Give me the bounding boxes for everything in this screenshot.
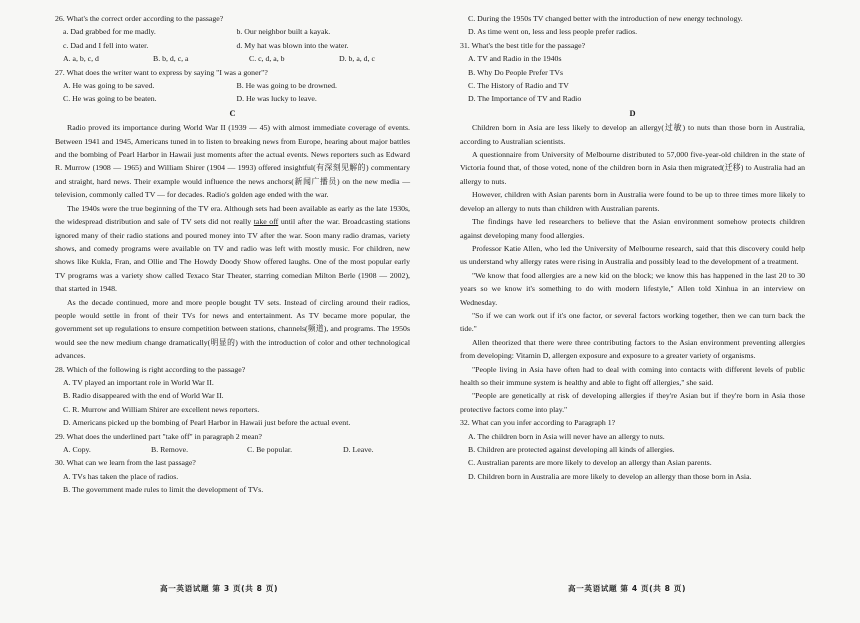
page-3-footer: 高一英语试题 第 3 页(共 8 页) — [160, 584, 279, 593]
page-4-footer: 高一英语试题 第 4 页(共 8 页) — [568, 584, 687, 593]
underlined-take-off: take off — [253, 217, 279, 227]
right-page-column — [460, 0, 805, 483]
question-28-stem: 28. Which of the following is right according to the passage? — [55, 364, 246, 374]
passage-d-paragraph-5: Professor Katie Allen, who led the University of Melbourne research, said that this discovery could help us understand why allergy rates were rising in Australia and possibly lead to the development of a treatment. — [460, 243, 805, 267]
q26-item-a: a. Dad grabbed for me madly. — [63, 27, 156, 37]
passage-d-paragraph-6: "We know that food allergies are a new kid on the block; we know this has happened in the last 20 to 30 years so we know it's something to do with modern lifestyle," Allen told Xinhua in an interview on Wednesday. — [460, 270, 805, 307]
passage-c-paragraph-1: Radio proved its importance during World War II (1939 — 45) with almost immediate coverage of events. Between 1941 and 1945, Americans tuned in to listen to breaking news from Europe, hearing about major battles and the bombing of Pearl Harbor in Hawaii just moments after the actual events. News reporters such as Edward R. Murrow (1908 — 1965) and William Shirer (1904 — 1993) offered insightful(有深刻见解的) commentary and straight, hard news. Their example would influence the news anchors(新闻广播员) on the new media — television, commonly called TV — for decades. Radio's golden age ended with the war. — [55, 123, 410, 200]
q32-option-b: B. Children are protected against developing all kinds of allergies. — [468, 445, 675, 454]
passage-d-paragraph-1: Children born in Asia are less likely to develop an allergy(过敏) to nuts than those born in Australia, according to Australian scientists. — [460, 123, 805, 146]
q32-option-d: D. Children born in Australia are more likely to develop an allergy than those born in Asia. — [468, 471, 752, 481]
passage-d-paragraph-4: The findings have led researchers to believe that the Asian environment somehow protects children against developing many food allergies. — [460, 217, 805, 240]
paragraph-2-text-before: The 1940s were the true beginning of the TV era. Although sets had been available as early as the late 1930s, the widespread distribution and sale of TV sets did not really — [55, 203, 410, 227]
passage-d-paragraph-8: Allen theorized that there were three contributing factors to the Asian environment preventing allergies from developing: Vitamin D, allergen exposure and exposure to a greater variety of organisms. — [460, 337, 805, 361]
q31-option-b: B. Why Do People Prefer TVs — [468, 67, 563, 77]
q32-option-a: A. The children born in Asia will never have an allergy to nuts. — [468, 431, 665, 441]
q27-option-d: D. He was lucky to leave. — [236, 94, 317, 104]
q29-option-c: C. Be popular. — [247, 445, 293, 454]
passage-d-paragraph-3: However, children with Asian parents born in Australia were found to be up to three times more likely to develop an allergy to nuts than children with Australian parents. — [460, 190, 805, 213]
left-page-column — [55, 0, 410, 497]
q26-option-c: C. c, d, a, b — [249, 54, 285, 64]
passage-c-paragraph-3: As the decade continued, more and more people bought TV sets. Instead of circling around their radios, people would settle in front of their TVs for news and entertainment. As TV became more popular, the government set up regulations to ensure competition between stations, channels(频道), and programs. The 1950s would see the new medium change dramatically(明显的) with the introduction of color and other technological advances. — [55, 297, 410, 361]
q30-option-b: B. The government made rules to limit the development of TVs. — [63, 485, 264, 495]
q26-option-d: D. b, a, d, c — [339, 54, 375, 64]
q27-option-a: A. He was going to be saved. — [63, 81, 155, 91]
q27-option-b: B. He was going to be drowned. — [236, 81, 337, 91]
passage-d-paragraph-9: "People living in Asia have often had to deal with coming into contacts with different levels of public health so their immune system is healthy and able to fight off allergies," she said. — [460, 364, 805, 387]
question-26-options — [55, 52, 410, 65]
passage-c-paragraph-2 — [55, 202, 410, 296]
q32-option-c: C. Australian parents are more likely to develop an allergy than Asian parents. — [468, 458, 712, 468]
q28-option-a: A. TV played an important role in World War II. — [63, 377, 214, 387]
passage-d-paragraph-10: "People are genetically at risk of developing allergies if they're Asian but if they're born in Asia those protective factors come into play." — [460, 391, 805, 414]
section-c-heading: C — [229, 108, 236, 118]
q31-option-d: D. The Importance of TV and Radio — [468, 94, 582, 104]
q29-option-a: A. Copy. — [63, 445, 91, 454]
question-29-stem: 29. What does the underlined part "take off" in paragraph 2 mean? — [55, 431, 262, 441]
question-32-stem: 32. What can you infer according to Paragraph 1? — [460, 418, 616, 428]
q29-option-d: D. Leave. — [343, 445, 374, 454]
section-d-heading: D — [629, 108, 636, 118]
q27-option-c: C. He was going to be beaten. — [63, 94, 157, 104]
question-31-stem: 31. What's the best title for the passage? — [460, 40, 586, 50]
q30-option-a: A. TVs has taken the place of radios. — [63, 471, 179, 481]
q26-item-c: c. Dad and I fell into water. — [63, 40, 149, 50]
q28-option-b: B. Radio disappeared with the end of World War II. — [63, 391, 224, 401]
q28-option-d: D. Americans picked up the bombing of Pearl Harbor in Hawaii just before the actual event. — [63, 418, 351, 428]
passage-d-paragraph-7: "So if we can work out if it's one factor, or several factors working together, then we can turn back the tide." — [460, 310, 805, 334]
question-26-stem: 26. What's the correct order according to the passage? — [55, 14, 224, 23]
question-29-options — [55, 443, 410, 456]
q31-option-c: C. The History of Radio and TV — [468, 81, 569, 91]
q26-item-d: d. My hat was blown into the water. — [236, 40, 349, 50]
q26-option-a: A. a, b, c, d — [63, 54, 99, 64]
q30-option-c: C. During the 1950s TV changed better with the introduction of new energy technology. — [468, 14, 743, 23]
question-26-items — [55, 25, 410, 52]
q30-option-d: D. As time went on, less and less people prefer radios. — [468, 27, 638, 37]
q31-option-a: A. TV and Radio in the 1940s — [468, 54, 562, 64]
question-27-options — [55, 79, 410, 106]
q26-item-b: b. Our neighbor built a kayak. — [236, 27, 331, 37]
q26-option-b: B. b, d, c, a — [153, 54, 189, 64]
q29-option-b: B. Remove. — [151, 445, 189, 454]
question-27-stem: 27. What does the writer want to express by saying "I was a goner"? — [55, 67, 268, 77]
question-30-stem: 30. What can we learn from the last passage? — [55, 458, 196, 468]
passage-d-paragraph-2: A questionnaire from University of Melbourne distributed to 57,000 five-year-old children in the state of Victoria found that, of those voted, none of the children born in Asia then migrated(迁移) to Australia had an allergy to nuts. — [460, 150, 805, 186]
q28-option-c: C. R. Murrow and William Shirer are excellent news reporters. — [63, 404, 260, 414]
paragraph-2-text-after: until after the war. Broadcasting stations ignored many of their radio stations and poured money into TV after the war. Soon many radio dramas, variety shows, and comedy programs were available on TV and radio was left with mostly music. For children, new shows like Kukla, Fran, and Ollie and The Howdy Doody Show offered laughs. One of the most popular early TV programs was a variety show called Texaco Star Theater, starring comedian Milton Berle (1908 — 2002), that started in 1948. — [55, 217, 411, 294]
